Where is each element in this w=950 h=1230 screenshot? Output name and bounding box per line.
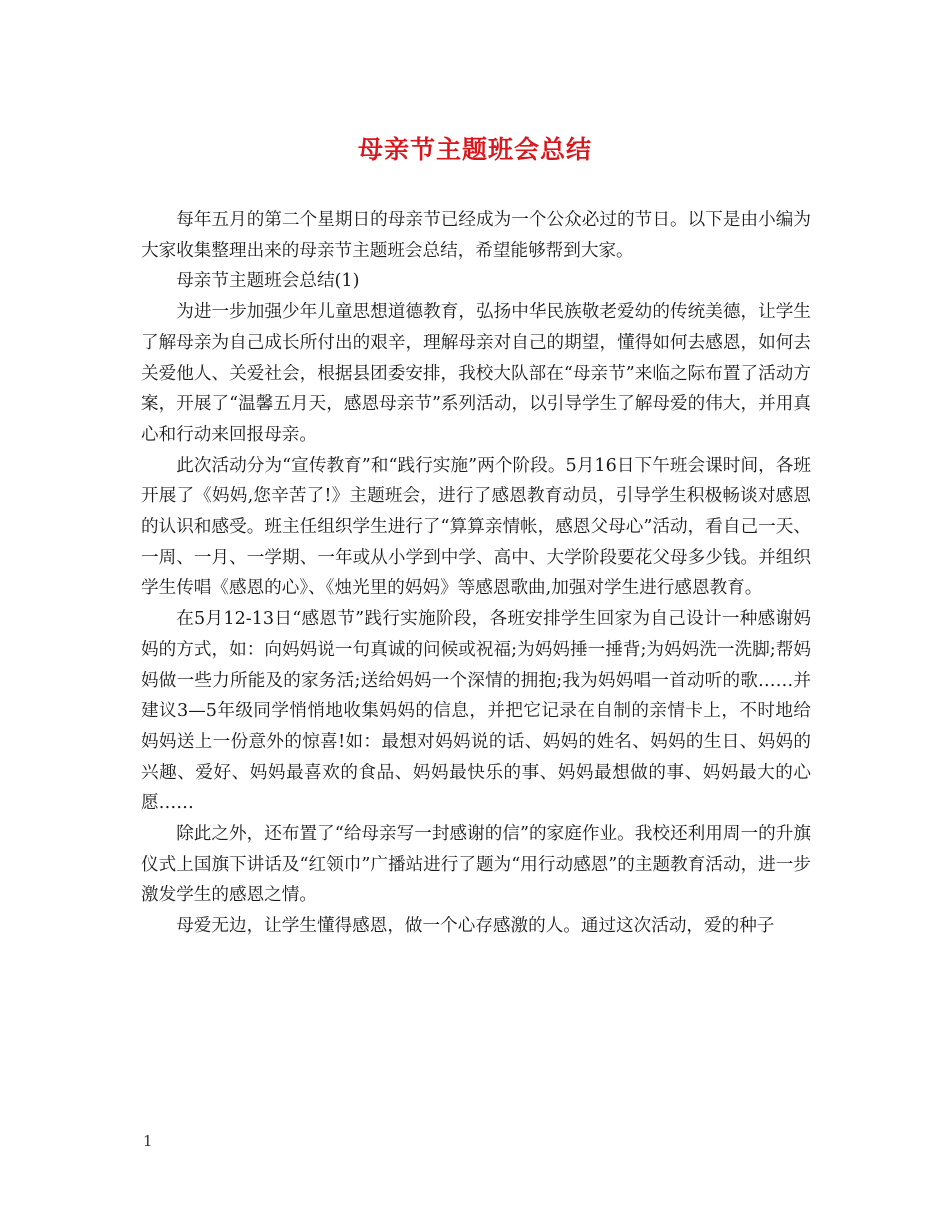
document-body [141, 205, 811, 942]
body-paragraph: 在5月12-13日“感恩节”践行实施阶段，各班安排学生回家为自己设计一种感谢妈妈的方式，如：向妈妈说一句真诚的问候或祝福;为妈妈捶一捶背;为妈妈洗一洗脚;帮妈妈做一些力所能及的家务活;送给妈妈一个深情的拥抱;我为妈妈唱一首动听的歌……并建议3—5年级同学悄悄地收集妈妈的信息，并把它记录在自制的亲情卡上，不时地给妈妈送上一份意外的惊喜!如：最想对妈妈说的话、妈妈的姓名、妈妈的生日、妈妈的兴趣、爱好、妈妈最喜欢的食品、妈妈最快乐的事、妈妈最想做的事、妈妈最大的心愿…… [141, 609, 811, 814]
intro-paragraph: 每年五月的第二个星期日的母亲节已经成为一个公众必过的节日。以下是由小编为大家收集整理出来的母亲节主题班会总结，希望能够帮到大家。 [141, 210, 811, 261]
body-paragraph: 母爱无边，让学生懂得感恩，做一个心存感激的人。通过这次活动，爱的种子 [176, 916, 775, 937]
body-paragraph: 为进一步加强少年儿童思想道德教育，弘扬中华民族敬老爱幼的传统美德，让学生了解母亲为自己成长所付出的艰辛，理解母亲对自己的期望，懂得如何去感恩，如何去关爱他人、关爱社会，根据县团委安排，我校大队部在“母亲节”来临之际布置了活动方案，开展了“温馨五月天，感恩母亲节”系列活动，以引导学生了解母爱的伟大，并用真心和行动来回报母亲。 [141, 302, 811, 445]
section-heading: 母亲节主题班会总结(1) [176, 271, 360, 292]
page-title: 母亲节主题班会总结 [357, 135, 592, 164]
body-paragraph: 除此之外，还布置了“给母亲写一封感谢的信”的家庭作业。我校还利用周一的升旗仪式上国旗下讲话及“红领巾”广播站进行了题为“用行动感恩”的主题教育活动，进一步激发学生的感恩之情。 [141, 824, 811, 906]
page-number: 1 [143, 1132, 153, 1150]
body-paragraph: 此次活动分为“宣传教育”和“践行实施”两个阶段。5月16日下午班会课时间，各班开展了《妈妈,您辛苦了!》主题班会，进行了感恩教育动员，引导学生积极畅谈对感恩的认识和感受。班主任组织学生进行了“算算亲情帐，感恩父母心”活动，看自己一天、一周、一月、一学期、一年或从小学到中学、高中、大学阶段要花父母多少钱。并组织学生传唱《感恩的心》、《烛光里的妈妈》等感恩歌曲,加强对学生进行感恩教育。 [141, 455, 811, 599]
